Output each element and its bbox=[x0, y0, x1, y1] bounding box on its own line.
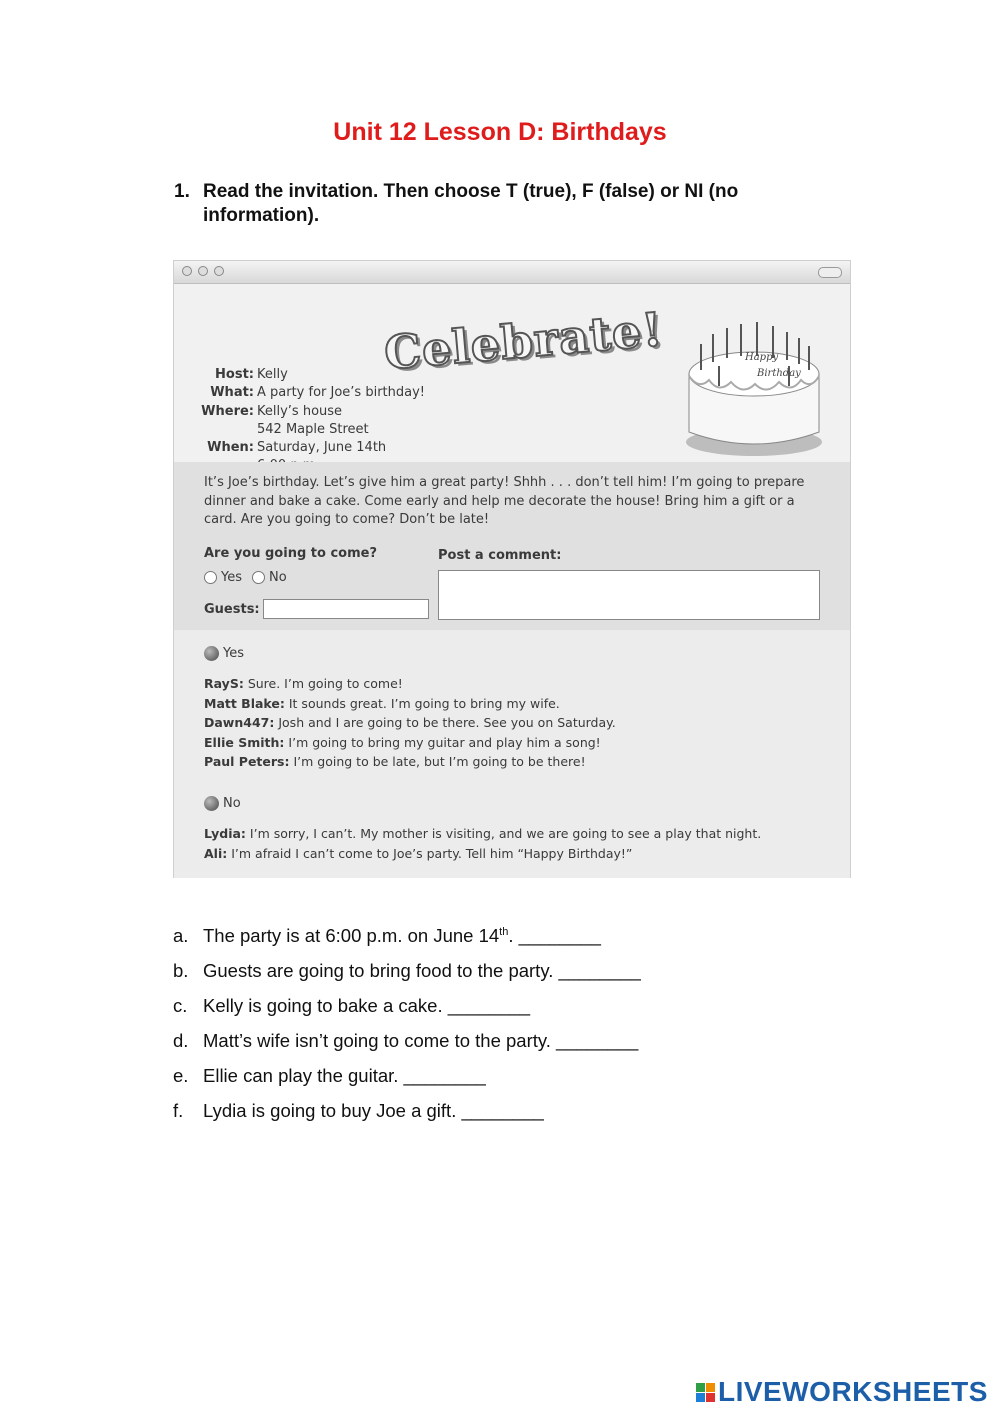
list-item bbox=[204, 713, 616, 733]
question-item bbox=[173, 1030, 873, 1065]
invitation-header bbox=[174, 284, 850, 462]
no-replies bbox=[204, 824, 761, 863]
reply-text: It sounds great. I’m going to bring my wife. bbox=[288, 695, 560, 711]
reply-text: I’m afraid I can’t come to Joe’s party. Tell him “Happy Birthday!” bbox=[231, 845, 633, 861]
question-item bbox=[173, 1065, 873, 1100]
list-item bbox=[204, 694, 616, 714]
reply-text: I’m going to be late, but I’m going to be there! bbox=[293, 754, 586, 769]
question-answer-blank[interactable]: . ________ bbox=[508, 925, 601, 946]
question-item bbox=[173, 995, 873, 1030]
guests-input[interactable] bbox=[263, 599, 429, 619]
invitation-message: It’s Joe’s birthday. Let’s give him a great party! Shhh . . . don’t tell him! I’m going to prepare dinner and bake a cake. Come early and help me decorate the house! Bring him a gift or a card. Are you going to come? Don’t be late! bbox=[204, 475, 805, 527]
question-letter: e. bbox=[173, 1065, 189, 1086]
reply-text: Josh and I are going to be there. See you on Saturday. bbox=[278, 715, 616, 730]
reply-name: Ellie Smith: bbox=[204, 734, 285, 750]
question-text-main: The party is at 6:00 p.m. on June 14 bbox=[203, 925, 500, 946]
event-details bbox=[194, 366, 425, 476]
reply-name: Paul Peters: bbox=[204, 754, 290, 769]
list-item bbox=[204, 752, 616, 772]
reply-text: Sure. I’m going to come! bbox=[247, 676, 403, 691]
question-text[interactable]: Ellie can play the guitar. ________ bbox=[203, 1065, 486, 1086]
reply-name: Matt Blake: bbox=[204, 695, 285, 711]
list-item bbox=[204, 824, 761, 844]
page-title: Unit 12 Lesson D: Birthdays bbox=[333, 118, 667, 146]
guests-row bbox=[204, 599, 429, 619]
yes-replies bbox=[204, 674, 616, 772]
comment-input[interactable] bbox=[438, 570, 820, 620]
brand-text: LIVEWORKSHEETS bbox=[718, 1376, 988, 1407]
question-text bbox=[203, 925, 601, 960]
celebrate-heading: Celebrate! bbox=[382, 301, 666, 381]
rsvp-question: Are you going to come? bbox=[204, 546, 377, 561]
no-radio[interactable] bbox=[252, 571, 265, 584]
detail-value: 542 Maple Street bbox=[257, 421, 369, 437]
toolbar-toggle-icon bbox=[818, 267, 842, 278]
cake-text-happy: Happy bbox=[745, 352, 779, 363]
detail-label: What: bbox=[210, 385, 254, 401]
no-bullet-icon bbox=[204, 796, 219, 811]
reply-text: I’m going to bring my guitar and play him a song! bbox=[288, 734, 601, 750]
zoom-window-icon bbox=[214, 266, 224, 276]
question-letter: b. bbox=[173, 960, 189, 981]
liveworksheets-logo-icon bbox=[696, 1383, 715, 1402]
detail-label: Where: bbox=[201, 403, 254, 419]
birthday-cake-icon bbox=[679, 314, 829, 464]
question-letter: d. bbox=[173, 1030, 189, 1051]
guests-label: Guests: bbox=[204, 601, 260, 617]
no-header-label: No bbox=[223, 796, 241, 811]
yes-bullet-icon bbox=[204, 646, 219, 661]
question-list bbox=[173, 925, 873, 1135]
question-text[interactable]: Matt’s wife isn’t going to come to the party. ________ bbox=[203, 1030, 639, 1051]
liveworksheets-brand bbox=[696, 1376, 988, 1408]
detail-value: Kelly’s house bbox=[257, 403, 343, 419]
minimize-window-icon bbox=[198, 266, 208, 276]
list-item bbox=[204, 733, 616, 753]
reply-name: Ali: bbox=[204, 845, 228, 861]
replies-section bbox=[174, 630, 850, 878]
question-text[interactable]: Lydia is going to buy Joe a gift. ________ bbox=[203, 1100, 544, 1121]
close-window-icon bbox=[182, 266, 192, 276]
reply-text: I’m sorry, I can’t. My mother is visiting, and we are going to see a play that night. bbox=[249, 826, 762, 841]
detail-label: When: bbox=[207, 440, 254, 456]
invitation-window bbox=[173, 260, 851, 878]
invitation-message-section bbox=[174, 462, 850, 630]
detail-value: A party for Joe’s birthday! bbox=[257, 385, 426, 401]
no-radio-label: No bbox=[269, 570, 287, 585]
detail-value: Kelly bbox=[257, 367, 288, 382]
window-titlebar bbox=[174, 261, 850, 284]
reply-name: Lydia: bbox=[204, 826, 246, 841]
question-letter: a. bbox=[173, 925, 189, 946]
cake-text-birthday: Birthday bbox=[757, 368, 801, 379]
question-letter: c. bbox=[173, 995, 188, 1016]
instruction-number: 1. bbox=[174, 181, 190, 202]
no-replies-header bbox=[204, 796, 241, 811]
list-item bbox=[204, 844, 761, 864]
yes-replies-header bbox=[204, 646, 244, 661]
question-item bbox=[173, 925, 873, 960]
question-text[interactable]: Guests are going to bring food to the party. ________ bbox=[203, 960, 641, 981]
rsvp-options bbox=[204, 570, 287, 585]
question-letter: f. bbox=[173, 1100, 184, 1121]
reply-name: Dawn447: bbox=[204, 715, 275, 730]
question-item bbox=[173, 1100, 873, 1135]
reply-name: RayS: bbox=[204, 676, 244, 691]
yes-radio[interactable] bbox=[204, 571, 217, 584]
detail-label: Host: bbox=[215, 367, 254, 382]
comment-label: Post a comment: bbox=[438, 548, 562, 563]
question-text[interactable]: Kelly is going to bake a cake. ________ bbox=[203, 995, 531, 1016]
question-item bbox=[173, 960, 873, 995]
yes-header-label: Yes bbox=[223, 646, 244, 661]
question-superscript: th bbox=[499, 925, 509, 938]
instruction-text: Read the invitation. Then choose T (true), F (false) or NI (no information). bbox=[203, 181, 739, 226]
detail-label bbox=[194, 421, 257, 439]
list-item bbox=[204, 674, 616, 694]
instruction bbox=[174, 180, 814, 228]
detail-value: Saturday, June 14th bbox=[257, 440, 387, 456]
yes-radio-label: Yes bbox=[221, 570, 242, 585]
